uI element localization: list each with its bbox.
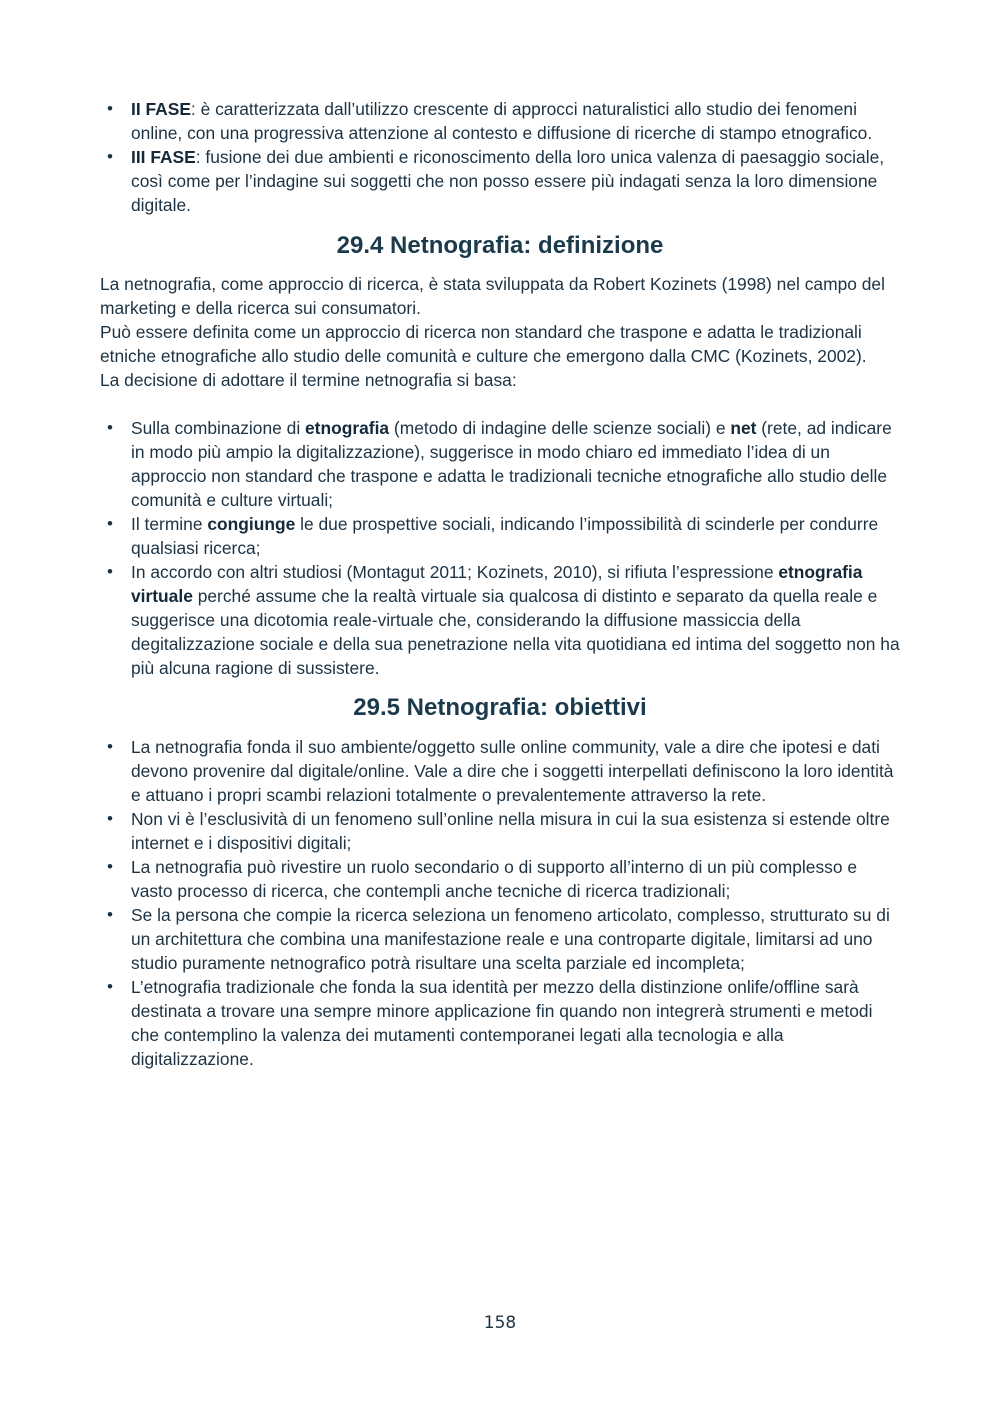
text-run: Sulla combinazione di (131, 418, 306, 438)
bold-term: congiunge (207, 514, 296, 534)
text-run: (rete, ad indicare in modo più ampio la digitalizzazione), suggerisce in modo chiaro ed immediato l’idea di un approccio non standard che traspone e adatta le tradizionali tecniche etnografiche allo studio delle comunità e culture virtuali; (131, 418, 892, 510)
text-run: Il termine (131, 514, 208, 534)
bold-term: etnografia virtuale (131, 562, 863, 606)
list-item: • La netnografia può rivestire un ruolo secondario o di supporto all’interno di un più complesso e vasto processo di ricerca, che contempli anche tecniche di ricerca tradizionali; (131, 855, 900, 903)
paragraph: La netnografia, come approccio di ricerca, è stata sviluppata da Robert Kozinets (1998) nel campo del marketing e della ricerca sui consumatori. (100, 274, 885, 318)
phase-label: II FASE (131, 99, 191, 119)
phases-list (100, 97, 900, 217)
section-heading-obiettivi: 29.5 Netnografia: obiettivi (353, 694, 647, 721)
paragraph: La decisione di adottare il termine netnografia si basa: (100, 370, 517, 390)
paragraph: Può essere definita come un approccio di ricerca non standard che traspone e adatta le tradizionali etniche etnografiche allo studio delle comunità e culture che emergono dalla CMC (Kozinets, 2002). (100, 322, 867, 366)
text-run: perché assume che la realtà virtuale sia qualcosa di distinto e separato da quella reale e suggerisce una dicotomia reale-virtuale che, considerando la diffusione massiccia della degitalizzazione sociale e della sua penetrazione nella vita quotidiana ed intima del soggetto non ha più alcuna ragione di sussistere. (131, 586, 900, 678)
objectives-list (100, 735, 900, 1071)
list-item (131, 97, 900, 145)
phase-label: III FASE (131, 147, 196, 167)
section-heading-definizione: 29.4 Netnografia: definizione (336, 232, 664, 259)
list-item (131, 560, 900, 680)
phase-text: : fusione dei due ambienti e riconoscimento della loro unica valenza di paesaggio sociale, così come per l’indagine sui soggetti che non posso essere più indagati senza la loro dimensione digitale. (131, 147, 885, 215)
text-run: le due prospettive sociali, indicando l’impossibilità di scinderle per condurre qualsiasi ricerca; (131, 514, 879, 558)
list-item: • L’etnografia tradizionale che fonda la sua identità per mezzo della distinzione onlife/offline sarà destinata a trovare una sempre minore applicazione fin quando non integrerà strumenti e metodi che contemplino la valenza dei mutamenti contemporanei legati alla tecnologia e alla digitalizzazione. (131, 975, 900, 1071)
list-item (131, 145, 900, 217)
spacer (100, 392, 900, 416)
list-item (131, 416, 900, 512)
page-number: 158 (483, 1313, 517, 1333)
list-item: • Non vi è l’esclusività di un fenomeno sull’online nella misura in cui la sua esistenza si estende oltre internet e i dispositivi digitali; (131, 807, 900, 855)
text-run: (metodo di indagine delle scienze sociali) e (389, 418, 731, 438)
page-content (100, 97, 900, 1071)
phase-text: : è caratterizzata dall’utilizzo crescente di approcci naturalistici allo studio dei fenomeni online, con una progressiva attenzione al contesto e diffusione di ricerche di stampo etnografico. (131, 99, 873, 143)
list-item: • La netnografia fonda il suo ambiente/oggetto sulle online community, vale a dire che ipotesi e dati devono provenire dal digitale/online. Vale a dire che i soggetti interpellati definiscono la loro identità e attuano i propri scambi relazioni totalmente o prevalentemente attraverso la rete. (131, 735, 900, 807)
bold-term: net (730, 418, 757, 438)
bold-term: etnografia (305, 418, 390, 438)
list-item: • Se la persona che compie la ricerca seleziona un fenomeno articolato, complesso, strutturato su di un architettura che combina una manifestazione reale e una controparte digitale, limitarsi ad uno studio puramente netnografico potrà risultare una scelta parziale ed incompleta; (131, 903, 900, 975)
text-run: In accordo con altri studiosi (Montagut 2011; Kozinets, 2010), si rifiuta l’espressione (131, 562, 779, 582)
definition-list (100, 416, 900, 680)
list-item (131, 512, 900, 560)
